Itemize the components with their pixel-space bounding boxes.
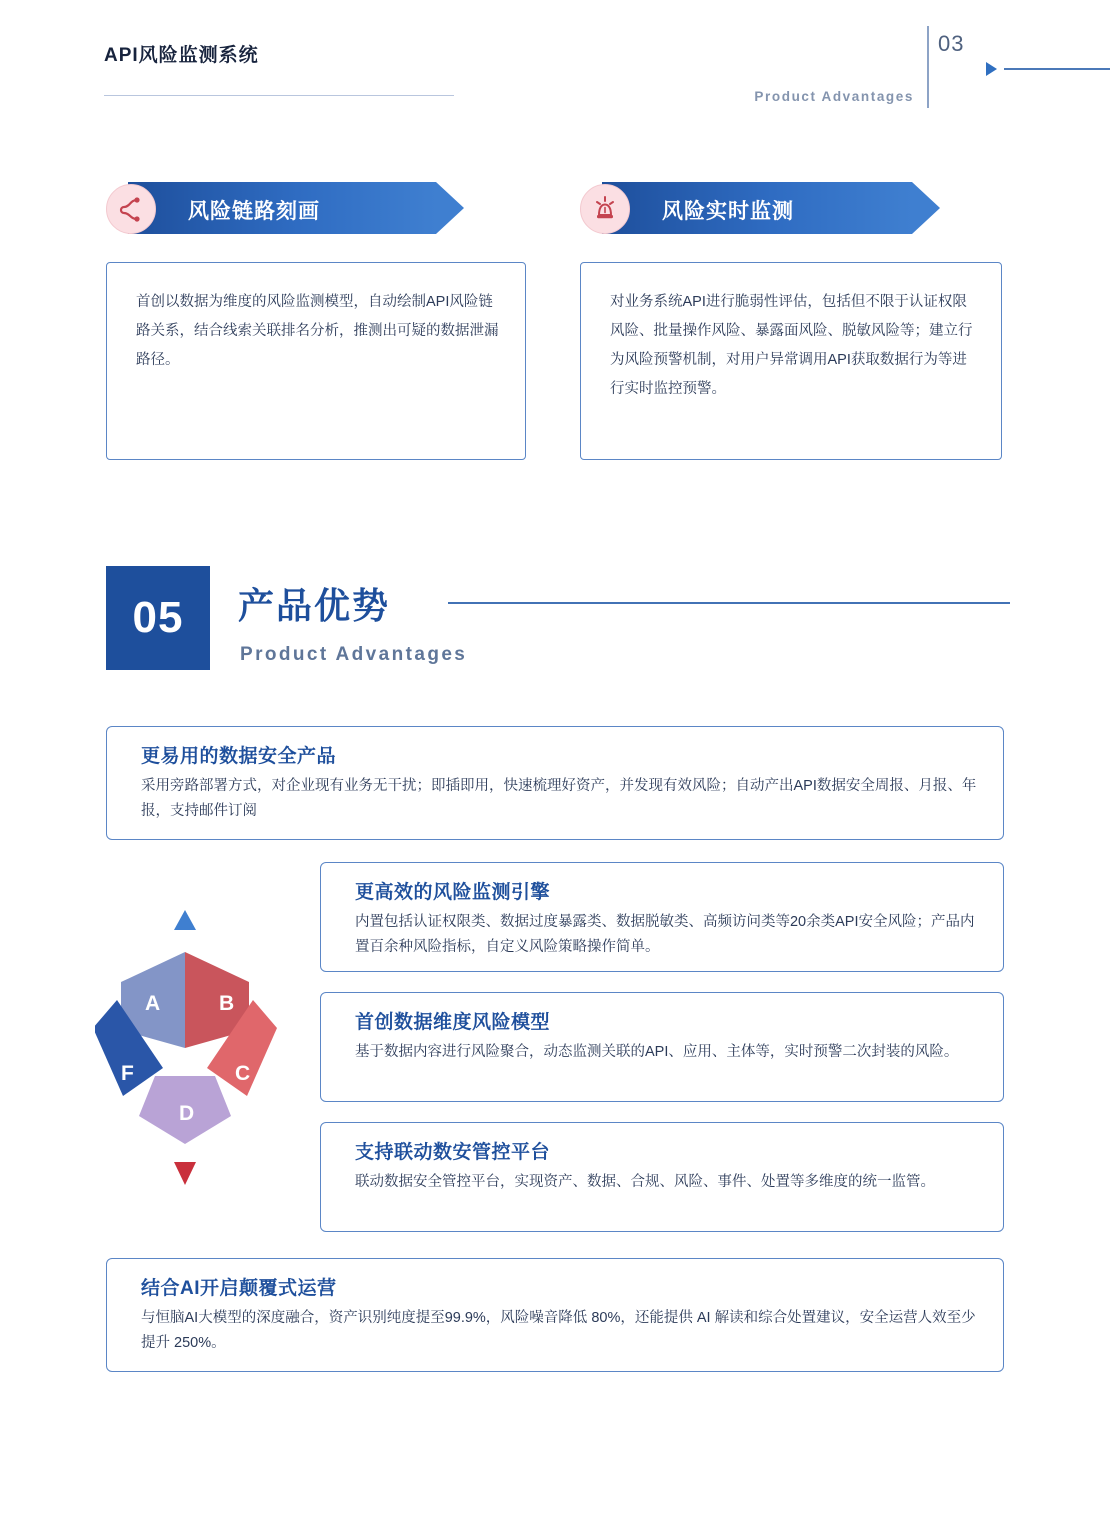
ribbon-tip (912, 182, 940, 234)
page-number: 03 (938, 31, 965, 56)
down-marker-icon (174, 1162, 196, 1185)
risk-chain-icon (118, 196, 144, 222)
advantage-card-2 (320, 862, 1004, 972)
pentagon-diagram-svg (95, 900, 295, 1190)
advantage-card-4 (320, 1122, 1004, 1232)
header-subtitle: Product Advantages (754, 89, 914, 104)
advantage-title: 更高效的风险监测引擎 (355, 882, 551, 903)
advantage-body: 采用旁路部署方式，对企业现有业务无干扰；即插即用，快速梳理好资产，并发现有效风险；自动产出API数据安全周报、月报、年报，支持邮件订阅 (141, 778, 977, 820)
alarm-light-icon (592, 195, 618, 221)
segment-label-a: A (145, 992, 161, 1015)
segment-label-b: B (219, 992, 235, 1015)
advantage-card-5 (106, 1258, 1004, 1372)
advantage-body: 基于数据内容进行风险聚合，动态监测关联的API、应用、主体等，实时预警二次封装的风险。 (355, 1044, 959, 1060)
segment-label-f: F (121, 1062, 134, 1085)
advantage-title: 支持联动数安管控平台 (355, 1142, 551, 1163)
section-subtitle: Product Advantages (240, 644, 468, 665)
advantage-title: 结合AI开启颠覆式运营 (141, 1278, 337, 1299)
ribbon-realtime-monitor (580, 182, 940, 234)
card-risk-chain (106, 262, 526, 460)
card-realtime-monitor (580, 262, 1002, 460)
header-accent-line (1004, 68, 1110, 70)
header-divider (927, 26, 929, 108)
advantage-body: 联动数据安全管控平台，实现资产、数据、合规、风险、事件、处置等多维度的统一监管。 (355, 1174, 935, 1190)
segment-label-c: C (235, 1062, 251, 1085)
section-title: 产品优势 (238, 585, 391, 626)
arrow-right-icon (986, 62, 997, 76)
card-realtime-monitor-body: 对业务系统API进行脆弱性评估，包括但不限于认证权限风险、批量操作风险、暴露面风险、脱敏风险等；建立行为风险预警机制，对用户异常调用API获取数据行为等进行实时监控预警。 (610, 294, 973, 397)
segment-label-d: D (179, 1102, 195, 1125)
section-number: 05 (106, 566, 210, 670)
page-title: API风险监测系统 (104, 45, 259, 66)
ribbon-tip (436, 182, 464, 234)
section-title-line (448, 602, 1010, 604)
advantage-title: 更易用的数据安全产品 (141, 746, 337, 767)
page-header (0, 0, 1110, 120)
card-risk-chain-body: 首创以数据为维度的风险监测模型，自动绘制API风险链路关系，结合线索关联排名分析，推测出可疑的数据泄漏路径。 (136, 294, 499, 368)
ribbon-label: 风险链路刻画 (188, 200, 320, 223)
advantage-title: 首创数据维度风险模型 (355, 1012, 551, 1033)
up-marker-icon (174, 910, 196, 930)
advantage-card-1 (106, 726, 1004, 840)
advantage-body: 内置包括认证权限类、数据过度暴露类、数据脱敏类、高频访问类等20余类API安全风险；产品内置百余种风险指标，自定义风险策略操作简单。 (355, 914, 975, 956)
ribbon-risk-chain (106, 182, 464, 234)
advantage-body: 与恒脑AI大模型的深度融合，资产识别纯度提至99.9%，风险噪音降低 80%，还能提供 AI 解读和综合处置建议，安全运营人效至少提升 250%。 (141, 1310, 976, 1352)
pentagon-diagram (95, 900, 295, 1190)
advantage-card-3 (320, 992, 1004, 1102)
header-rule (104, 95, 454, 96)
ribbon-label: 风险实时监测 (662, 200, 794, 223)
